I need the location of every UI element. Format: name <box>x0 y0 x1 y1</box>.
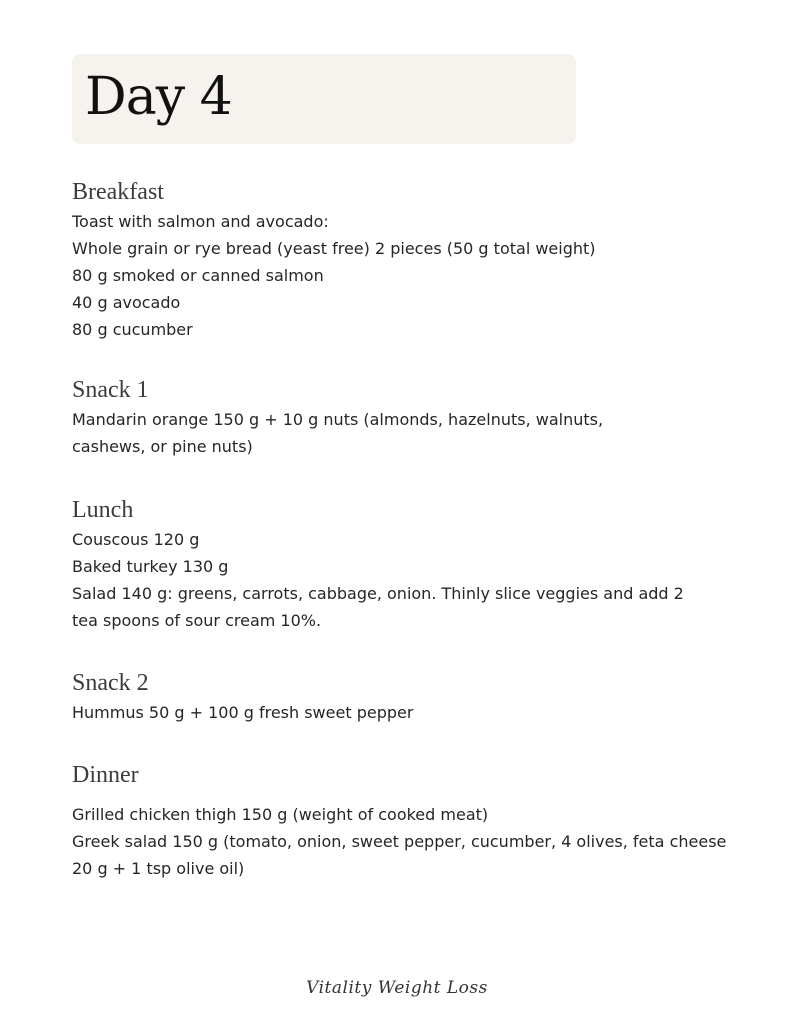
section-heading: Snack 2 <box>72 670 149 696</box>
meal-line: Hummus 50 g + 100 g fresh sweet pepper <box>72 703 414 722</box>
meal-line: tea spoons of sour cream 10%. <box>72 611 322 630</box>
brand-logo: Vitality Weight Loss <box>306 978 488 998</box>
meal-line: 80 g smoked or canned salmon <box>72 266 324 285</box>
section-heading: Breakfast <box>72 179 164 205</box>
section-lunch <box>72 496 772 634</box>
page-title: Day 4 <box>85 67 232 127</box>
section-heading: Snack 1 <box>72 377 149 403</box>
section-heading: Lunch <box>72 497 134 523</box>
meal-line: Toast with salmon and avocado: <box>72 212 329 231</box>
title-box <box>72 54 576 144</box>
section-heading: Dinner <box>72 762 139 788</box>
meal-line: Mandarin orange 150 g + 10 g nuts (almonds, hazelnuts, walnuts, <box>72 410 604 429</box>
section-dinner <box>72 761 772 882</box>
meal-line: Salad 140 g: greens, carrots, cabbage, onion. Thinly slice veggies and add 2 <box>72 584 684 603</box>
meal-line: 80 g cucumber <box>72 320 193 339</box>
meal-line: Greek salad 150 g (tomato, onion, sweet pepper, cucumber, 4 olives, feta cheese <box>72 832 727 851</box>
section-snack-2 <box>72 669 772 726</box>
meal-line: 40 g avocado <box>72 293 181 312</box>
meal-line: Grilled chicken thigh 150 g (weight of cooked meat) <box>72 805 489 824</box>
section-breakfast <box>72 178 772 343</box>
meal-line: Whole grain or rye bread (yeast free) 2 pieces (50 g total weight) <box>72 239 596 258</box>
section-snack-1 <box>72 376 772 460</box>
meal-line: Couscous 120 g <box>72 530 200 549</box>
meal-line: 20 g + 1 tsp olive oil) <box>72 859 245 878</box>
meal-line: cashews, or pine nuts) <box>72 437 253 456</box>
meal-line: Baked turkey 130 g <box>72 557 229 576</box>
